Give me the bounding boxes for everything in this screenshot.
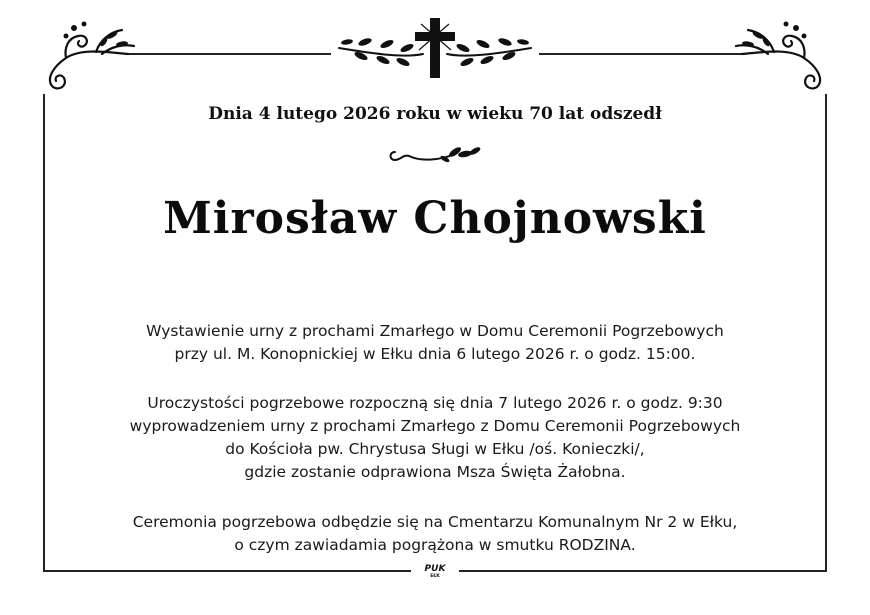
burial-paragraph xyxy=(0,511,870,557)
text-line: Wystawienie urny z prochami Zmarłego w Domu Ceremonii Pogrzebowych xyxy=(146,322,724,340)
ceremony-paragraph xyxy=(0,392,870,484)
viewing-paragraph xyxy=(0,320,870,366)
text-line: do Kościoła pw. Chrystusa Sługi w Ełku /oś. Konieczki/, xyxy=(225,440,645,458)
flourish-icon xyxy=(730,18,834,92)
text-line: Uroczystości pogrzebowe rozpoczną się dnia 7 lutego 2026 r. o godz. 9:30 xyxy=(147,394,723,412)
frame-top-right-line xyxy=(539,53,742,55)
text-line: gdzie zostanie odprawiona Msza Święta Żałobna. xyxy=(244,463,626,481)
text-line: Ceremonia pogrzebowa odbędzie się na Cmentarzu Komunalnym Nr 2 w Ełku, xyxy=(132,513,738,531)
deceased-name: Mirosław Chojnowski xyxy=(163,193,707,244)
logo-sub-text: EŁK xyxy=(430,574,440,579)
frame-top-left-line xyxy=(128,53,331,55)
cross-with-laurel-icon xyxy=(335,14,535,80)
frame-bottom-left-line xyxy=(43,570,411,572)
flourish-icon xyxy=(36,18,140,92)
puk-logo xyxy=(418,564,452,580)
headline: Dnia 4 lutego 2026 roku w wieku 70 lat odszedł xyxy=(208,104,662,124)
text-line: przy ul. M. Konopnickiej w Ełku dnia 6 lutego 2026 r. o godz. 15:00. xyxy=(174,345,696,363)
leaf-swirl-divider-icon xyxy=(385,142,485,168)
frame-bottom-right-line xyxy=(459,570,827,572)
text-line: wyprowadzeniem urny z prochami Zmarłego z Domu Ceremonii Pogrzebowych xyxy=(129,417,741,435)
logo-main-text: PUK xyxy=(424,564,446,574)
text-line: o czym zawiadamia pogrążona w smutku RODZINA. xyxy=(234,536,636,554)
